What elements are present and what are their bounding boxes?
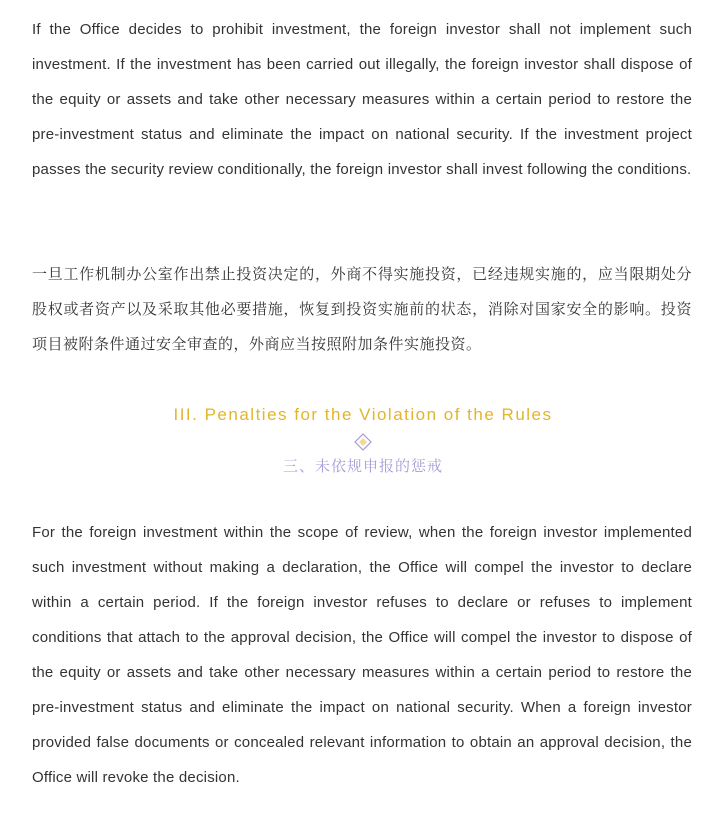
paragraph-prohibition-zh: 一旦工作机制办公室作出禁止投资决定的，外商不得实施投资，已经违规实施的，应当限期处分股权或者资产以及采取其他必要措施，恢复到投资实施前的状态，消除对国家安全的影响。投资项目被附条件通过安全审查的，外商应当按照附加条件实施投资。 — [32, 265, 692, 353]
section-header — [24, 405, 702, 475]
section-title-en: III. Penalties for the Violation of the Rules — [173, 405, 553, 424]
section-title-zh: 三、未依规申报的惩戒 — [282, 457, 443, 475]
paragraph-penalties-en: For the foreign investment within the scope of review, when the foreign investor implemented such investment without making a declaration, the Office will compel the investor to declare within a certain period. If the foreign investor refuses to declare or refuses to implement conditions that attach to the approval decision, the Office will compel the investor to dispose of the equity or assets and take other necessary measures within a certain period to restore the pre-investment status and eliminate the impact on national security. When a foreign investor provided false documents or concealed relevant information to obtain an approval decision, the Office will revoke the decision. — [32, 524, 692, 786]
paragraph-prohibition-en: If the Office decides to prohibit investment, the foreign investor shall not implement such investment. If the investment has been carried out illegally, the foreign investor shall dispose of the equity or assets and take other necessary measures within a certain period to restore the pre-investment status and eliminate the impact on national security. If the investment project passes the security review conditionally, the foreign investor shall invest following the conditions. — [32, 21, 692, 178]
section-divider — [24, 433, 702, 451]
diamond-icon — [355, 434, 371, 450]
